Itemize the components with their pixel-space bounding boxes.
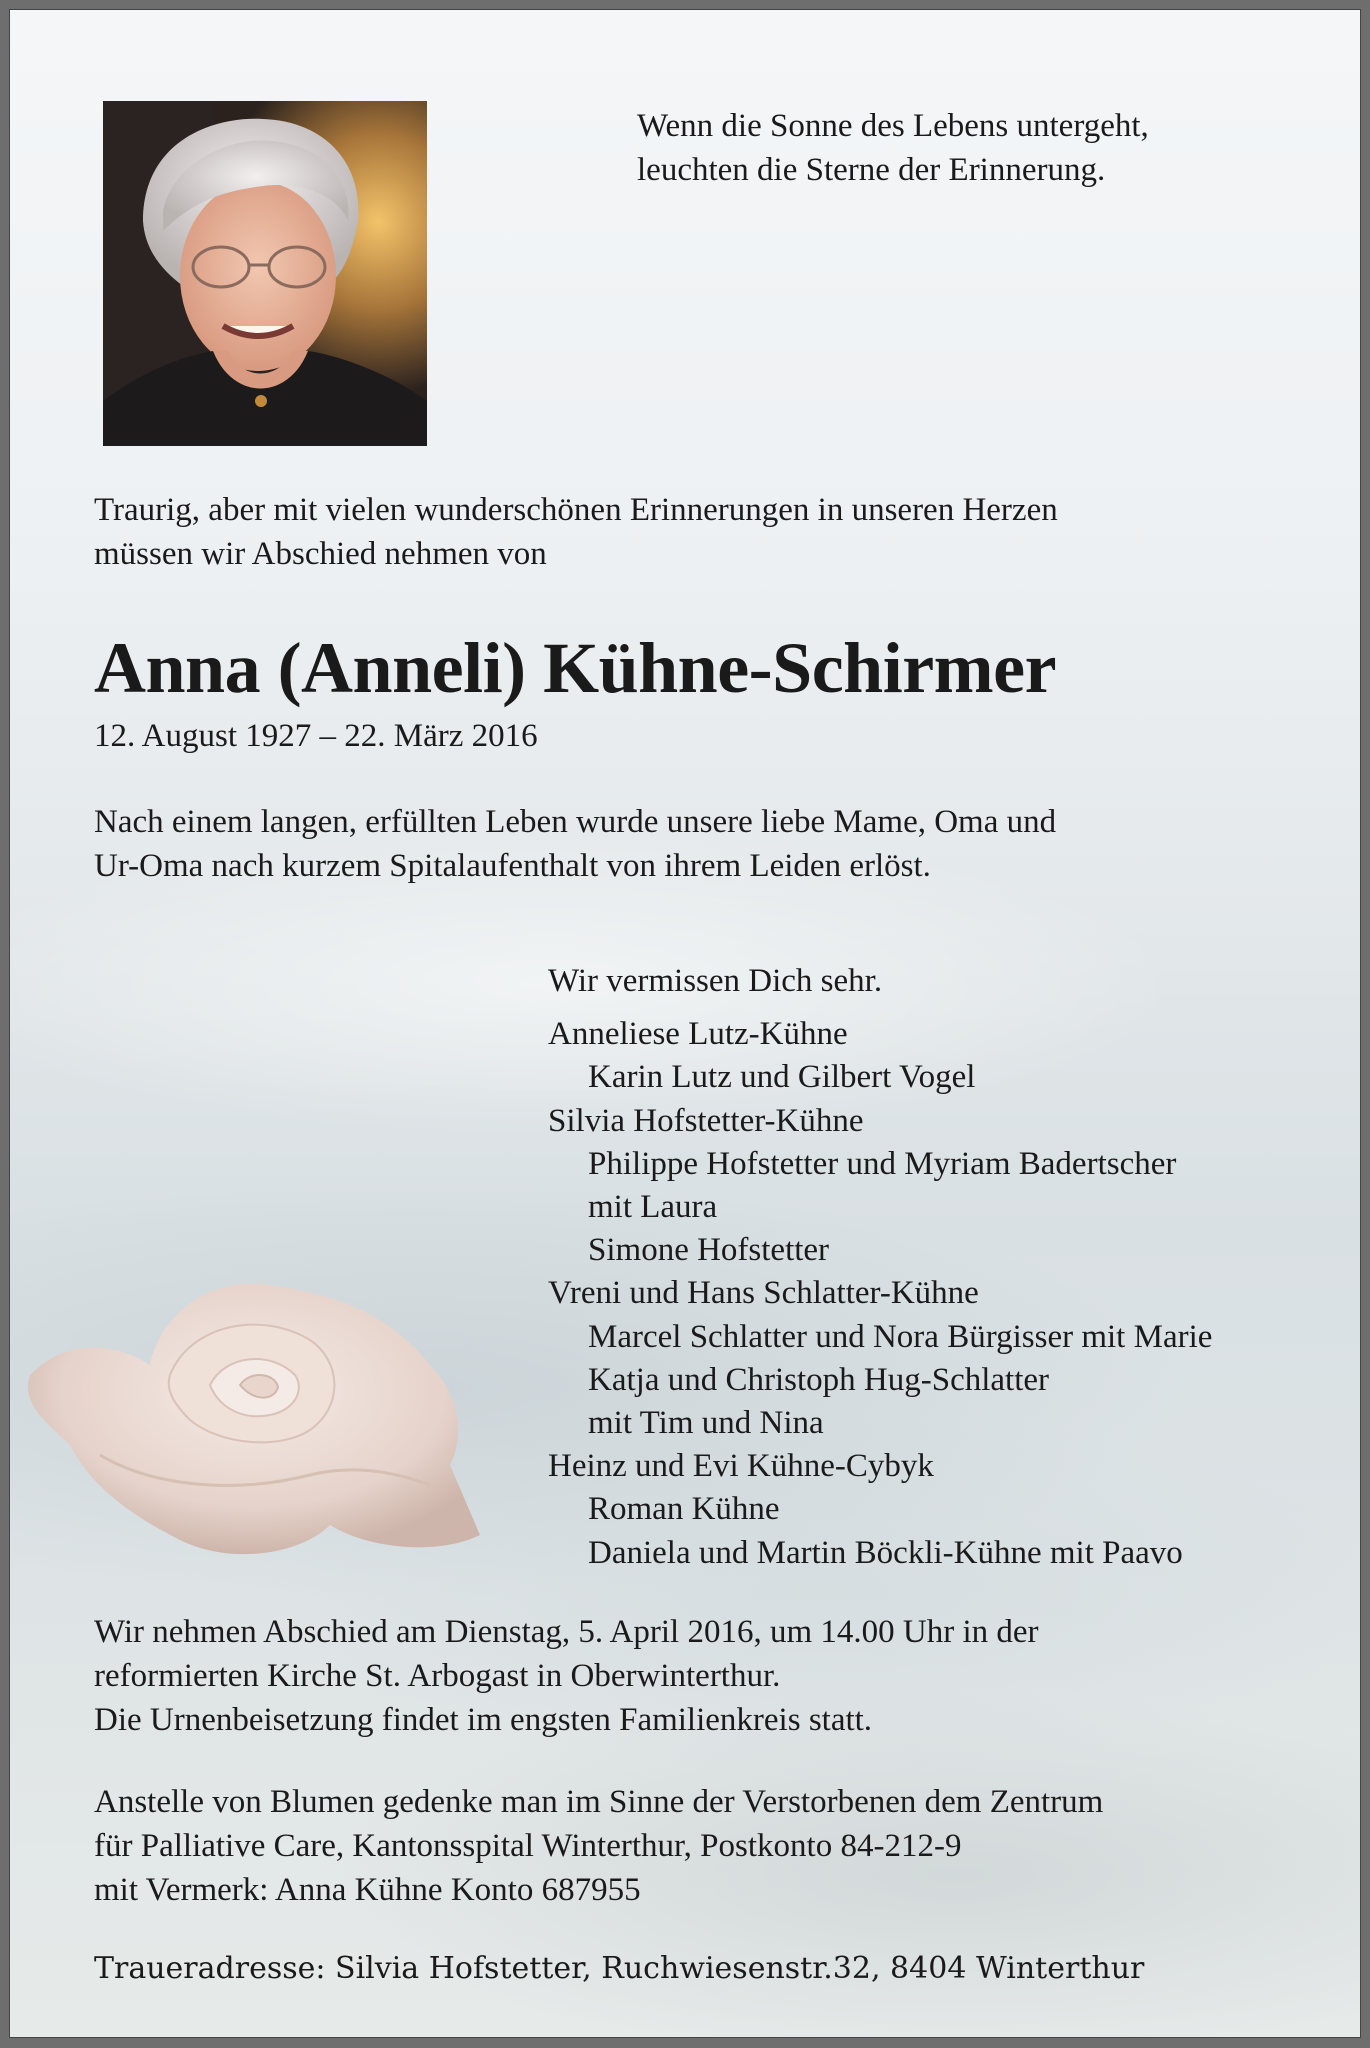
- quote-line: Wenn die Sonne des Lebens untergeht,: [637, 108, 1149, 144]
- quote-line: leuchten die Sterne der Erinnerung.: [637, 152, 1106, 188]
- service-line: reformierten Kirche St. Arbogast in Oberwinterthur.: [94, 1658, 781, 1694]
- family-member-line: Katja und Christoph Hug-Schlatter: [588, 1361, 1050, 1398]
- service-line: Die Urnenbeisetzung findet im engsten Familienkreis statt.: [94, 1702, 873, 1738]
- life-dates: 12. August 1927 – 22. März 2016: [94, 718, 538, 754]
- intro-text: [94, 488, 1294, 576]
- portrait-photo: [103, 101, 427, 446]
- message-line: Nach einem langen, erfüllten Leben wurde unsere liebe Mame, Oma und: [94, 804, 1057, 840]
- family-member-line: Simone Hofstetter: [588, 1232, 830, 1269]
- family-member-line: Karin Lutz und Gilbert Vogel: [588, 1059, 976, 1096]
- family-intro: Wir vermissen Dich sehr.: [548, 963, 883, 999]
- donation-info: [94, 1780, 1103, 1912]
- intro-line: müssen wir Abschied nehmen von: [94, 536, 547, 572]
- family-member-line: Roman Kühne: [588, 1491, 780, 1528]
- message-line: Ur-Oma nach kurzem Spitalaufenthalt von ihrem Leiden erlöst.: [94, 848, 931, 884]
- donation-line: mit Vermerk: Anna Kühne Konto 687955: [94, 1872, 641, 1908]
- service-line: Wir nehmen Abschied am Dienstag, 5. April 2016, um 14.00 Uhr in der: [94, 1614, 1039, 1650]
- family-member-line: mit Laura: [588, 1189, 718, 1226]
- donation-line: für Palliative Care, Kantonsspital Winterthur, Postkonto 84-212-9: [94, 1828, 962, 1864]
- rose-image: [10, 1255, 480, 1560]
- service-info: [94, 1610, 1039, 1742]
- family-branch-line: Vreni und Hans Schlatter-Kühne: [548, 1275, 979, 1312]
- intro-line: Traurig, aber mit vielen wunderschönen Erinnerungen in unseren Herzen: [94, 492, 1058, 528]
- family-branch-line: Heinz und Evi Kühne-Cybyk: [548, 1448, 934, 1485]
- family-branch-line: Anneliese Lutz-Kühne: [548, 1016, 848, 1053]
- mourning-address: Traueradresse: Silvia Hofstetter, Ruchwiesenstr.32, 8404 Winterthur: [94, 1951, 1145, 1986]
- message-text: [94, 800, 1056, 888]
- family-member-line: Daniela und Martin Böckli-Kühne mit Paavo: [588, 1534, 1183, 1571]
- epitaph-quote: [637, 104, 1277, 192]
- family-branch-line: Silvia Hofstetter-Kühne: [548, 1102, 864, 1139]
- deceased-name: Anna (Anneli) Kühne-Schirmer: [94, 628, 1057, 708]
- family-list: [548, 960, 1212, 1575]
- obituary-card: [9, 9, 1361, 2038]
- donation-line: Anstelle von Blumen gedenke man im Sinne der Verstorbenen dem Zentrum: [94, 1784, 1104, 1820]
- family-member-line: Marcel Schlatter und Nora Bürgisser mit Marie: [588, 1318, 1213, 1355]
- family-member-line: mit Tim und Nina: [588, 1405, 824, 1442]
- family-member-line: Philippe Hofstetter und Myriam Badertscher: [588, 1145, 1177, 1182]
